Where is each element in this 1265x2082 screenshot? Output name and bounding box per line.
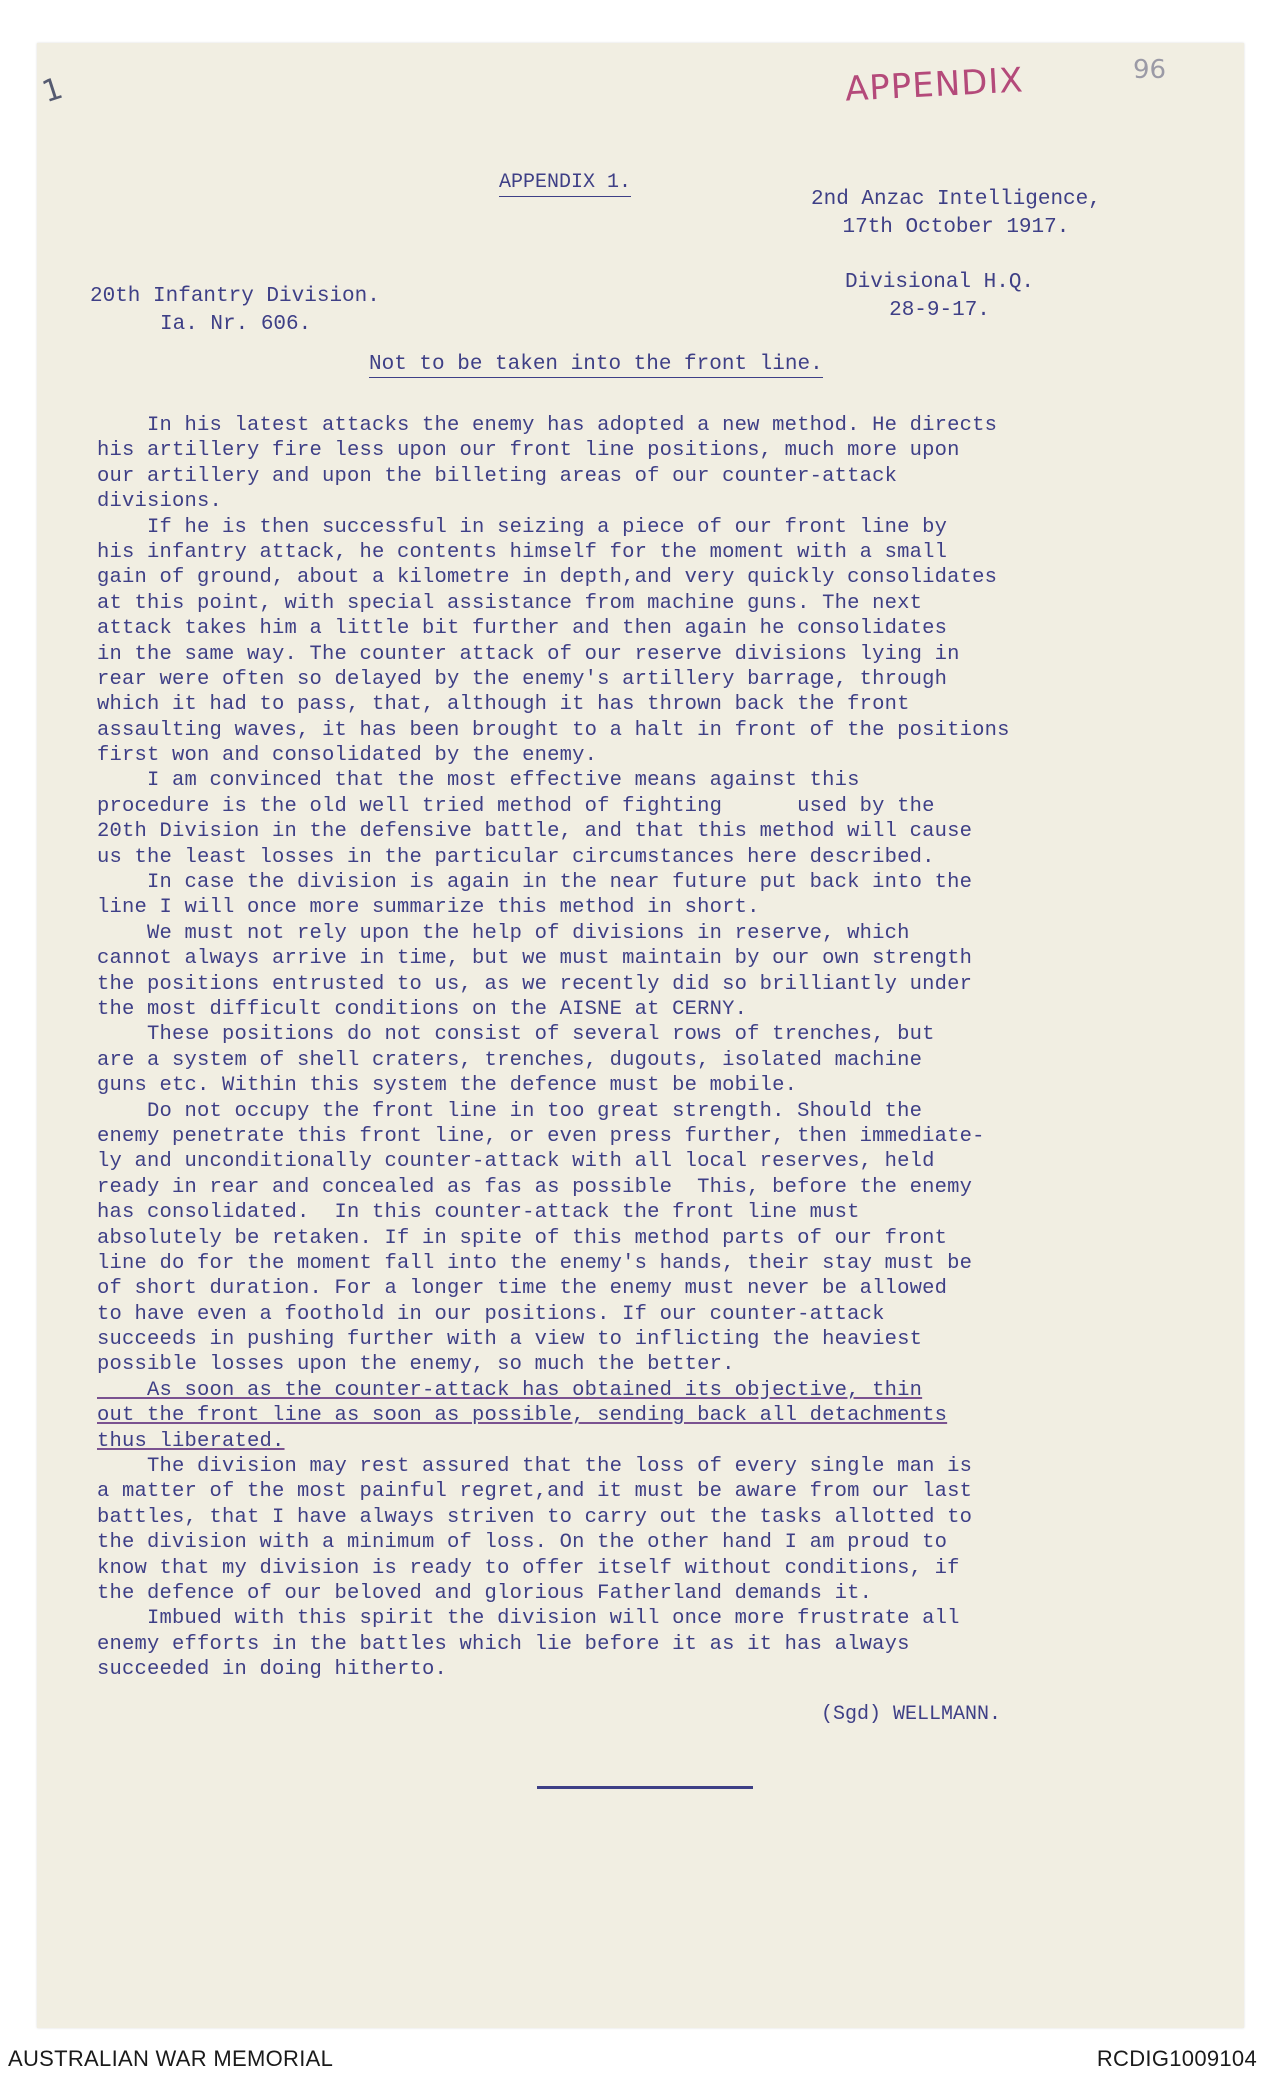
- body-line: divisions.: [97, 490, 223, 514]
- body-line: 20th Division in the defensive battle, and that this method will cause: [97, 820, 973, 844]
- body-line: to have even a foothold in our positions. If our counter-attack: [97, 1302, 885, 1326]
- body-line: assaulting waves, it has been brought to a halt in front of the positions: [97, 718, 1010, 742]
- body-line: possible losses upon the enemy, so much the better.: [97, 1353, 735, 1377]
- body-line: in the same way. The counter attack of our reserve divisions lying in: [97, 642, 960, 666]
- unit-line-2: Ia. Nr. 606.: [160, 313, 312, 336]
- body-line: know that my division is ready to offer itself without conditions, if: [97, 1556, 960, 1580]
- footer-institution: AUSTRALIAN WAR MEMORIAL: [8, 2046, 334, 2071]
- source-line-2: 17th October 1917.: [842, 216, 1070, 239]
- body-line: attack takes him a little bit further and then again he consolidates: [97, 617, 948, 641]
- body-line: the division with a minimum of loss. On the other hand I am proud to: [97, 1531, 948, 1555]
- body-line: us the least losses in the particular circumstances here described.: [97, 845, 935, 869]
- body-line: our artillery and upon the billeting areas of our counter-attack: [97, 464, 898, 488]
- body-line: are a system of shell craters, trenches, dugouts, isolated machine: [97, 1048, 923, 1072]
- end-rule: [537, 1786, 753, 1789]
- body-line: absolutely be retaken. If in spite of this method parts of our front: [97, 1226, 948, 1250]
- body-line: cannot always arrive in time, but we must maintain by our own strength: [97, 947, 973, 971]
- body-line: line do for the moment fall into the enemy's hands, their stay must be: [97, 1251, 973, 1275]
- body-line: I am convinced that the most effective means against this: [97, 769, 860, 793]
- source-block: [811, 186, 1101, 242]
- body-line: ready in rear and concealed as fas as possible This, before the enemy: [97, 1175, 973, 1199]
- hq-line-2: 28-9-17.: [889, 299, 990, 322]
- body-line: his infantry attack, he contents himself for the moment with a small: [97, 540, 948, 564]
- body-line: guns etc. Within this system the defence must be mobile.: [97, 1074, 798, 1098]
- body-line: of short duration. For a longer time the enemy must never be allowed: [97, 1277, 948, 1301]
- appendix-stamp: APPENDIX: [844, 60, 1025, 110]
- document-page: [37, 43, 1244, 2028]
- hq-line-1: Divisional H.Q.: [845, 271, 1035, 294]
- body-line: battles, that I have always striven to carry out the tasks allotted to: [97, 1505, 973, 1529]
- body-line: The division may rest assured that the loss of every single man is: [97, 1455, 973, 1479]
- body-line: has consolidated. In this counter-attack the front line must: [97, 1201, 860, 1225]
- body-line: his artillery fire less upon our front line positions, much more upon: [97, 439, 960, 463]
- source-line-1: 2nd Anzac Intelligence,: [811, 188, 1101, 211]
- body-line: enemy efforts in the battles which lie before it as it has always: [97, 1632, 910, 1656]
- body-line: thus liberated.: [97, 1429, 285, 1453]
- body-line: succeeded in doing hitherto.: [97, 1658, 448, 1682]
- document-heading: APPENDIX 1.: [499, 171, 631, 197]
- body-line: Imbued with this spirit the division will once more frustrate all: [97, 1607, 960, 1631]
- body-line: gain of ground, about a kilometre in depth,and very quickly consolidates: [97, 566, 998, 590]
- hq-block: [845, 269, 1034, 325]
- body-line: rear were often so delayed by the enemy's artillery barrage, through: [97, 667, 948, 691]
- body-text: [97, 413, 1209, 1683]
- folio-number: 96: [1133, 55, 1167, 85]
- unit-line-1: 20th Infantry Division.: [90, 285, 380, 308]
- body-line: procedure is the old well tried method of fighting used by the: [97, 794, 935, 818]
- body-line: In his latest attacks the enemy has adopted a new method. He directs: [97, 414, 998, 437]
- body-line: As soon as the counter-attack has obtained its objective, thin: [97, 1378, 923, 1402]
- body-line: enemy penetrate this front line, or even press further, then immediate-: [97, 1124, 985, 1148]
- body-line: first won and consolidated by the enemy.: [97, 744, 598, 768]
- footer-reference: RCDIG1009104: [1096, 2046, 1257, 2071]
- body-line: the positions entrusted to us, as we recently did so brilliantly under: [97, 972, 973, 996]
- body-line: line I will once more summarize this method in short.: [97, 896, 760, 920]
- body-line: a matter of the most painful regret,and it must be aware from our last: [97, 1480, 973, 1504]
- body-line: Do not occupy the front line in too great strength. Should the: [97, 1099, 923, 1123]
- body-line: succeeds in pushing further with a view to inflicting the heaviest: [97, 1328, 923, 1352]
- body-line: the most difficult conditions on the AISNE at CERNY.: [97, 997, 748, 1021]
- unit-block: [90, 283, 380, 339]
- body-line: out the front line as soon as possible, sending back all detachments: [97, 1404, 948, 1428]
- body-line: These positions do not consist of several rows of trenches, but: [97, 1023, 935, 1047]
- body-line: which it had to pass, that, although it has thrown back the front: [97, 693, 910, 717]
- body-line: the defence of our beloved and glorious Fatherland demands it.: [97, 1581, 873, 1605]
- notice-heading: Not to be taken into the front line.: [369, 353, 823, 376]
- body-line: In case the division is again in the near future put back into the: [97, 871, 973, 895]
- signature: (Sgd) WELLMANN.: [821, 1703, 1002, 1726]
- body-line: If he is then successful in seizing a piece of our front line by: [97, 515, 948, 539]
- body-line: at this point, with special assistance from machine guns. The next: [97, 591, 923, 615]
- body-line: ly and unconditionally counter-attack with all local reserves, held: [97, 1150, 935, 1174]
- corner-mark: 1: [38, 70, 68, 111]
- body-line: We must not rely upon the help of divisions in reserve, which: [97, 921, 910, 945]
